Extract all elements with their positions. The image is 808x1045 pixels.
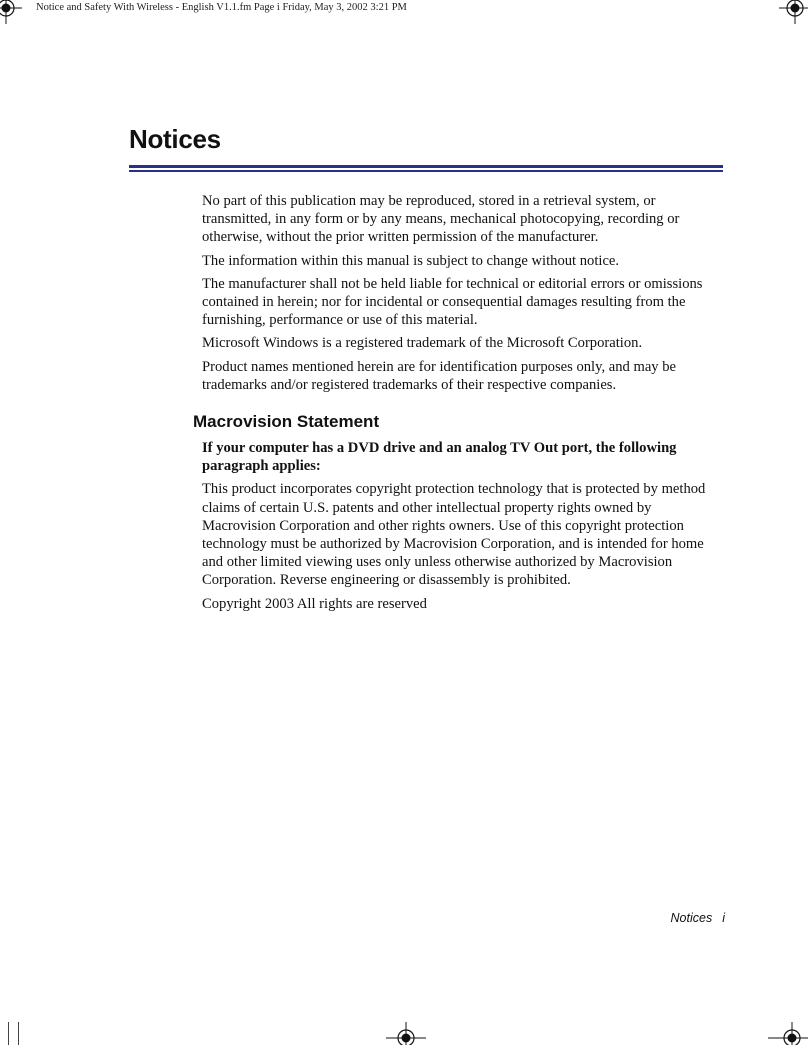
title-rule [129,170,723,172]
registration-mark-icon [0,0,22,24]
macrovision-heading: Macrovision Statement [193,412,380,431]
registration-mark-icon [779,0,808,24]
page-footer [671,911,725,925]
crop-mark [8,1022,9,1045]
notice-paragraph: The manufacturer shall not be held liable for technical or editorial errors or omissions contained in herein; nor for incidental or consequential damages resulting from the furnishing, performance or use of this material. [202,275,703,329]
page-title: Notices [129,124,221,154]
macrovision-paragraph: This product incorporates copyright protection technology that is protected by method claims of certain U.S. patents and other intellectual property rights owned by Macrovision Corporation and other rights owners. Use of this copyright protection technology must be authorized by Macrovision Corporation, and is intended for home and other limited viewing uses only unless otherwise authorized by Macrovision Corporation. Reverse engineering or disassembly is prohibited. [202,481,706,589]
title-rule [129,165,723,168]
notice-paragraph: The information within this manual is subject to change without notice. [202,252,620,269]
slug-line: Notice and Safety With Wireless - English V1.1.fm Page i Friday, May 3, 2002 3:21 PM [36,2,407,13]
notice-paragraph: No part of this publication may be reproduced, stored in a retrieval system, or transmitted, in any form or by any means, mechanical photocopying, recording or otherwise, without the prior written permission of the manufacturer. [202,193,680,246]
crop-mark [18,1022,19,1045]
copyright-line: Copyright 2003 All rights are reserved [202,595,427,612]
macrovision-body [202,439,727,618]
notices-body [202,192,727,399]
notice-paragraph: Microsoft Windows is a registered trademark of the Microsoft Corporation. [202,335,643,352]
notice-paragraph: Product names mentioned herein are for identification purposes only, and may be trademarks and/or registered trademarks of their respective companies. [202,358,677,393]
macrovision-lead: If your computer has a DVD drive and an analog TV Out port, the following paragraph applies: [202,440,677,475]
registration-mark-icon [386,1022,426,1045]
registration-mark-icon [768,1022,808,1045]
footer-section: Notices [670,911,713,925]
page-number: i [722,911,725,925]
